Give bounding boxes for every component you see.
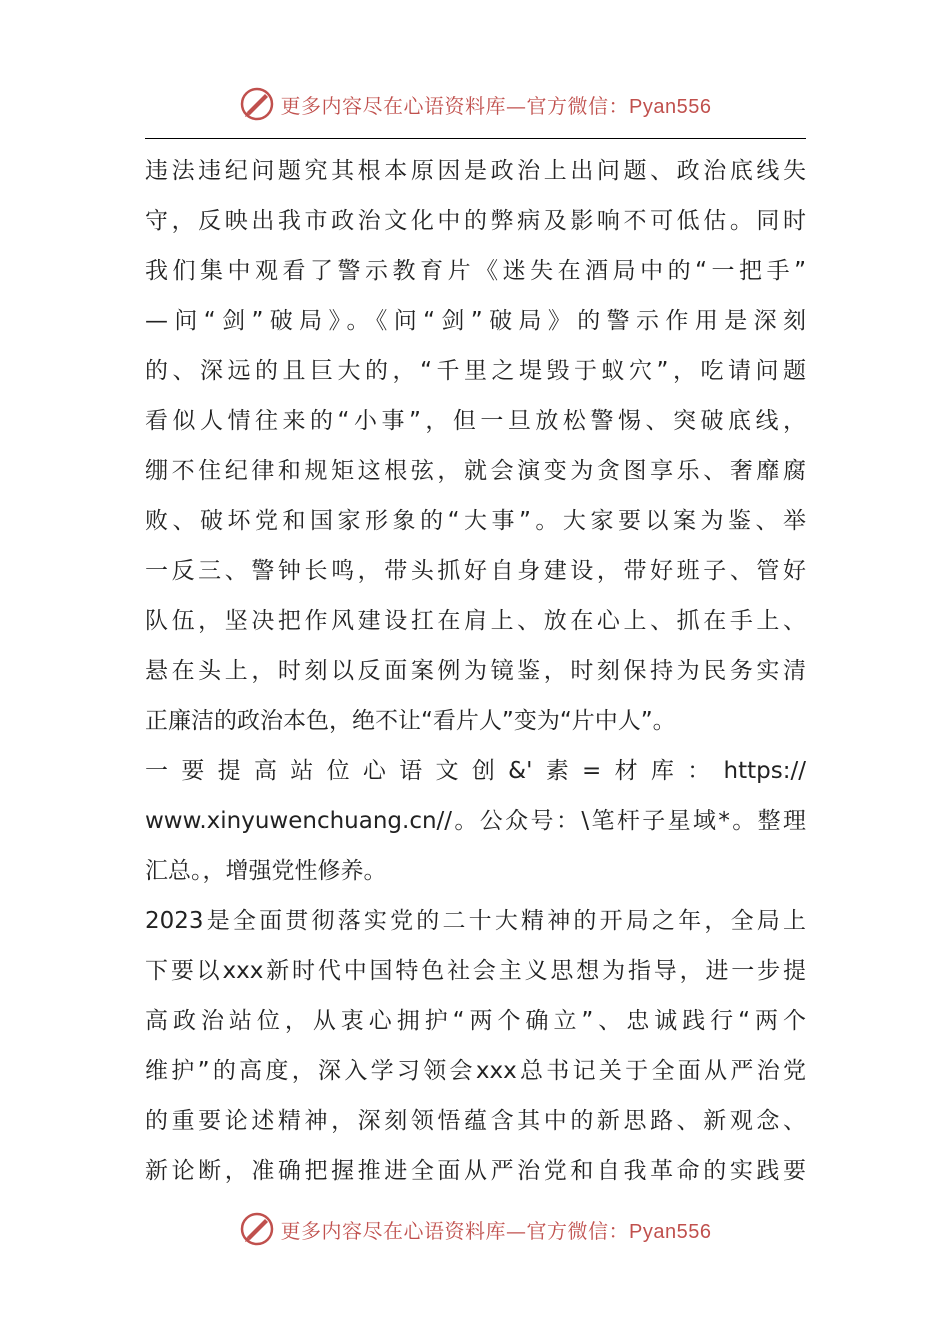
text-line: 汇总。，增强党性修养。 <box>145 858 387 884</box>
header-dash: — <box>506 93 527 118</box>
text-line: 下要以xxx新时代中国特色社会主义思想为指导，进一步提 <box>145 958 806 984</box>
footer-wechat-label: 官方微信： <box>526 1218 630 1243</box>
footer-banner <box>0 1209 950 1249</box>
text-line: 败、破坏党和国家形象的“大事”。大家要以案为鉴、举 <box>145 508 806 534</box>
header-brand-text <box>281 90 712 119</box>
text-line: www.xinyuwenchuang.cn//。公众号：\笔杆子星域*。整理 <box>145 808 806 834</box>
text-line: 悬在头上，时刻以反面案例为镜鉴，时刻保持为民务实清 <box>145 658 806 684</box>
text-line: 的、深远的且巨大的，“千里之堤毁于蚁穴”，吃请问题 <box>145 358 806 384</box>
text-line: 守，反映出我市政治文化中的弊病及影响不可低估。同时 <box>145 208 806 234</box>
text-line: 看似人情往来的“小事”，但一旦放松警惕、突破底线， <box>145 408 806 434</box>
text-line: 绷不住纪律和规矩这根弦，就会演变为贪图享乐、奢靡腐 <box>145 458 806 484</box>
header-wechat-label: 官方微信： <box>526 93 630 118</box>
pen-logo-icon <box>239 1211 275 1247</box>
text-line: 正廉洁的政治本色，绝不让“看片人”变为“片中人”。 <box>145 708 676 734</box>
text-line: 一反三、警钟长鸣，带头抓好自身建设，带好班子、管好 <box>145 558 806 584</box>
text-line: 维护”的高度，深入学习领会xxx总书记关于全面从严治党 <box>145 1058 806 1084</box>
text-line: 高政治站位，从衷心拥护“两个确立”、忠诚践行“两个 <box>145 1008 806 1034</box>
text-line: 新论断，准确把握推进全面从严治党和自我革命的实践要 <box>145 1158 806 1184</box>
header-wechat-id: Pyan556 <box>629 95 712 118</box>
footer-brand-text <box>281 1215 712 1244</box>
footer-dash: — <box>506 1218 527 1243</box>
text-line: 队伍，坚决把作风建设扛在肩上、放在心上、抓在手上、 <box>145 608 806 634</box>
text-line: 一要提高站位心语文创&'素=材库：https:// <box>145 758 806 784</box>
document-body <box>145 146 806 1196</box>
header-brand: 更多内容尽在心语资料库 <box>280 93 507 118</box>
header-rule <box>145 138 806 139</box>
text-line: 2023是全面贯彻落实党的二十大精神的开局之年，全局上 <box>145 908 806 934</box>
text-line: 违法违纪问题究其根本原因是政治上出问题、政治底线失 <box>145 158 806 184</box>
text-line: 我们集中观看了警示教育片《迷失在酒局中的“一把手” <box>145 258 806 284</box>
text-line: 的重要论述精神，深刻领悟蕴含其中的新思路、新观念、 <box>145 1108 806 1134</box>
footer-wechat-id: Pyan556 <box>629 1220 712 1243</box>
header-banner <box>0 84 950 124</box>
footer-brand: 更多内容尽在心语资料库 <box>280 1218 507 1243</box>
text-line: —问“剑”破局》。《问“剑”破局》的警示作用是深刻 <box>145 308 806 334</box>
pen-logo-icon <box>239 86 275 122</box>
